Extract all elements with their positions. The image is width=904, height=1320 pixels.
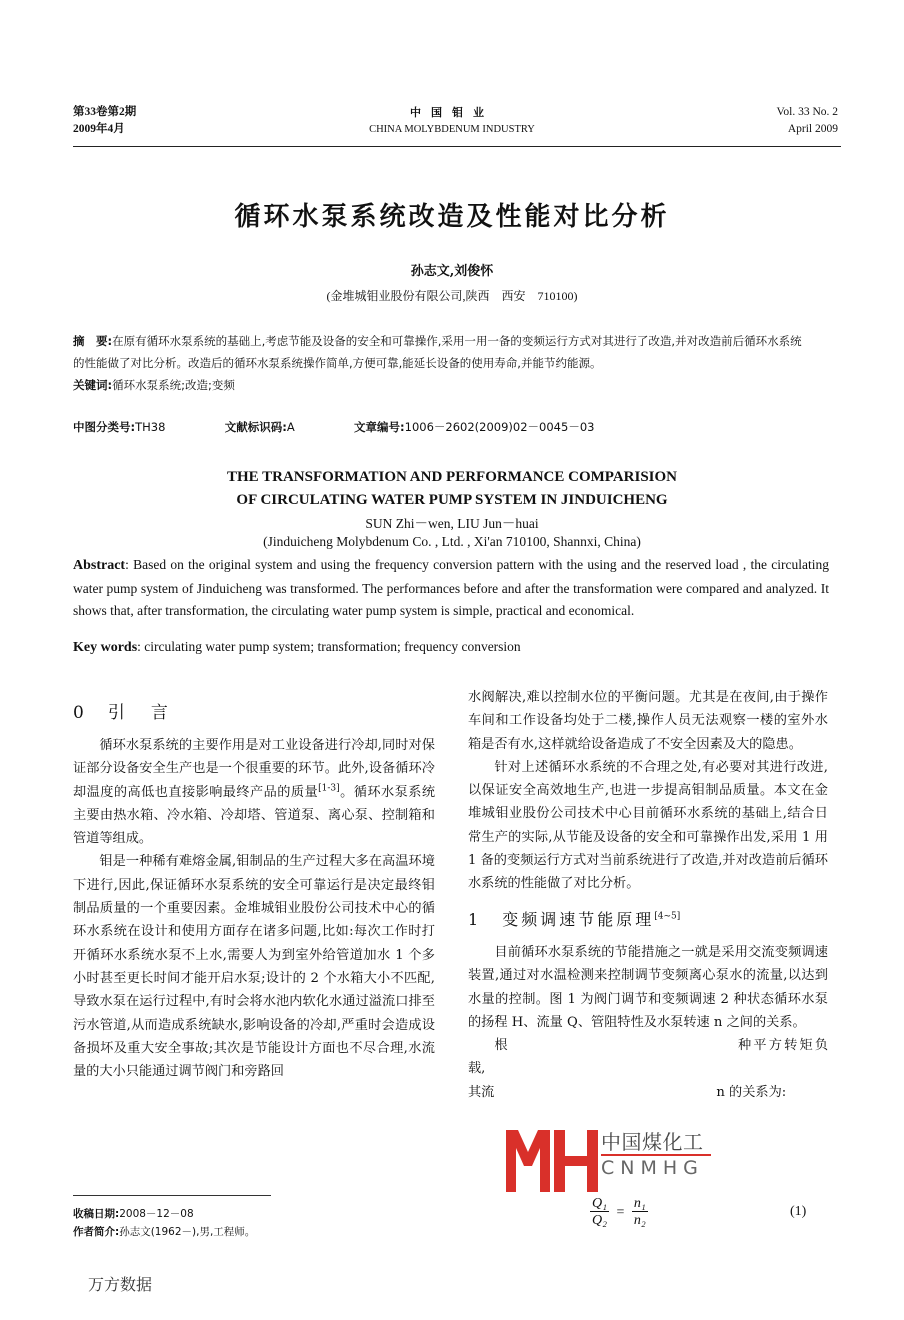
section-0-heading [73,698,168,723]
s1p2-l1-start: 根 [494,1038,510,1054]
equation-lhs-numerator: Q₁ [592,1196,607,1211]
mh-logo-icon [506,1130,598,1192]
doc-code-label: 文献标识码: [224,420,287,434]
footnote [73,1205,255,1241]
section-1-title: 变频调速节能原理 [502,909,655,929]
intro-p1-text-end: 。循环水泵系统主要由热水箱、冷水箱、冷却塔、管道泵、离心泵、控制箱和管道等组成。 [73,784,436,847]
article-no-value: 1006－2602(2009)02－0045－03 [404,420,595,434]
english-title-line1: THE TRANSFORMATION AND PERFORMANCE COMPARISION [226,469,677,485]
article-no-label: 文章编号: [354,420,405,434]
section-0-title-char2: 言 [150,703,168,723]
right-column [468,686,828,1104]
english-title-line2: OF CIRCULATING WATER PUMP SYSTEM IN JINDUICHENG [236,492,668,508]
watermark-en-name: CNMHG [601,1157,704,1179]
intro-paragraph-2-continued: 水阀解决,难以控制水位的平衡问题。尤其是在夜间,由于操作车间和工作设备均处于二楼,操作人员无法观察一楼的室外水箱是否有水,这样就给设备造成了不安全因素及大的隐患。 [468,690,828,752]
affiliation: (金堆城钼业股份有限公司,陕西 西安 710100) [326,289,578,303]
section-0-title-char1: 引 [107,703,125,723]
issue-date: 2009年4月 [73,123,125,135]
authors: 孙志文,刘俊怀 [410,264,494,279]
clc-value: TH38 [135,420,166,434]
citation-4-5[interactable]: [4~5] [654,911,681,922]
received-date [73,1205,255,1223]
footnote-rule [73,1195,271,1196]
english-abstract [73,554,829,623]
section-1-paragraph-2-line2 [468,1081,828,1104]
volume-issue-en: Vol. 33 No. 2 [776,106,838,118]
intro-paragraph-1 [73,734,435,850]
cn-abstract [73,330,813,396]
cn-keywords-label: 关键词: [73,378,113,392]
equation-rhs-denominator: n₂ [633,1213,646,1228]
journal-name [300,104,604,138]
equals-sign: = [616,1204,625,1220]
english-abstract-label: Abstract [73,558,126,573]
section-1-number: 1 [468,909,479,929]
journal-name-en: CHINA MOLYBDENUM INDUSTRY [369,124,535,135]
intro-paragraph-2: 钼是一种稀有难熔金属,钼制品的生产过程大多在高温环境下进行,因此,保证循环水泵系统的安全可靠运行是决定最终钼制品质量的一个重要因素。金堆城钼业股份公司技术中心的循环水系统在设计和使用方面存在诸多问题,比如:每次工作时打开循环水系统水泵不上水,需要人为到室外给管道加水 1 个多小时甚至更长时间才能开启水泵;设计的 2 个水箱大小不匹配,导致水泵在运行过程中,有时会将水池内软化水通过溢流口排至污水管道,从而造成系统缺水,影响设备的冷却,严重时会造成设备损坏及重大安全事故;其次是节能设计方面也不尽合理,水流量的大小只能通过调节阀门和旁路回 [73,854,435,1080]
english-abstract-text: : Based on the original system and using the frequency conversion pattern with the using and the reserved load , the circulating water pump system of Jinduicheng was transformed. The performances before and after the transformation were compared and analyzed. It shows that, after transformation, the circulating water pump system is simple, practical and economical. [73,557,829,618]
s1p2-l2-end: n 的关系为: [716,1084,787,1100]
english-keywords [73,639,521,656]
doc-code-value: A [286,420,295,434]
watermark-logo [506,1130,718,1194]
received-value: 2008－12－08 [119,1208,194,1220]
english-keywords-label: Key words [73,640,138,655]
equation-lhs [590,1196,609,1229]
header-rule [73,146,841,147]
journal-issue-info [73,104,136,138]
issue-date-en: April 2009 [787,123,838,135]
s1p2-l2-start: 其流 [468,1084,495,1100]
classification-meta [73,419,594,435]
equation-number: (1) [790,1204,807,1219]
cn-abstract-text: 在原有循环水泵系统的基础上,考虑节能及设备的安全和可靠操作,采用一用一备的变频运行方式对其进行了改造,并对改造前后循环水系统的性能做了对比分析。改造后的循环水泵系统操作简单,方便可靠,能延长设备的使用寿命,并能节约能源。 [73,334,802,370]
watermark-divider [601,1154,711,1156]
journal-issue-info-en [777,104,838,138]
journal-name-cn: 中国钼业 [410,106,494,119]
author-bio-value: 孙志文(1962－),男,工程师。 [119,1226,256,1238]
section-1-paragraph-2-line1 [468,1034,828,1081]
section-1-paragraph-1: 目前循环水泵系统的节能措施之一就是采用交流变频调速装置,通过对水温检测来控制调节变频离心泵水的流量,以达到水量的控制。图 1 为阀门调节和变频调速 2 种状态循环水泵的扬程 H、流量 Q、管阻特性及水泵转速 n 之间的关系。 [468,944,828,1030]
intro-p1-text: 循环水泵系统的主要作用是对工业设备进行冷却,同时对保证部分设备安全生产也是一个很重要的环节。此外,设备循环冷却温度的高低也直接影响最终产品的质量 [73,738,435,800]
equation-lhs-denominator: Q₂ [592,1213,607,1228]
section-1-heading [468,908,828,931]
left-column [73,734,435,1083]
source-stamp: 万方数据 [88,1275,153,1294]
watermark-cn-name: 中国煤化工 [601,1130,704,1154]
cn-abstract-label: 摘 要: [73,334,113,348]
equation-rhs [632,1196,648,1229]
s1p2-l1-end: 种平方转矩负载, [468,1038,829,1077]
received-label: 收稿日期: [73,1208,120,1220]
volume-issue: 第33卷第2期 [73,106,137,118]
equation-1 [590,1196,648,1229]
author-bio [73,1223,255,1241]
clc-label: 中图分类号: [73,420,136,434]
english-keywords-text: : circulating water pump system; transformation; frequency conversion [137,639,521,654]
cn-keywords: 循环水泵系统;改造;变频 [112,378,235,392]
section-0-number: 0 [73,703,84,723]
english-title [0,466,904,512]
citation-1-3[interactable]: [1-3] [318,783,340,794]
equation-rhs-numerator: n₁ [633,1196,646,1211]
paper-title: 循环水泵系统改造及性能对比分析 [234,202,670,232]
english-authors: SUN Zhi－wen, LIU Jun－huai [365,516,539,531]
english-affiliation: (Jinduicheng Molybdenum Co. , Ltd. , Xi'an 710100, Shannxi, China) [263,534,641,549]
author-bio-label: 作者简介: [73,1226,120,1238]
intro-paragraph-3: 针对上述循环水系统的不合理之处,有必要对其进行改进,以保证安全高效地生产,也进一步提高钼制品质量。本文在金堆城钼业股份公司技术中心目前循环水系统的基础上,结合日常生产的实际,从节能及设备的安全和可靠操作出发,采用 1 用 1 备的变频运行方式对当前系统进行了改造,并对改造前后循环水系统的性能做了对比分析。 [468,759,828,892]
